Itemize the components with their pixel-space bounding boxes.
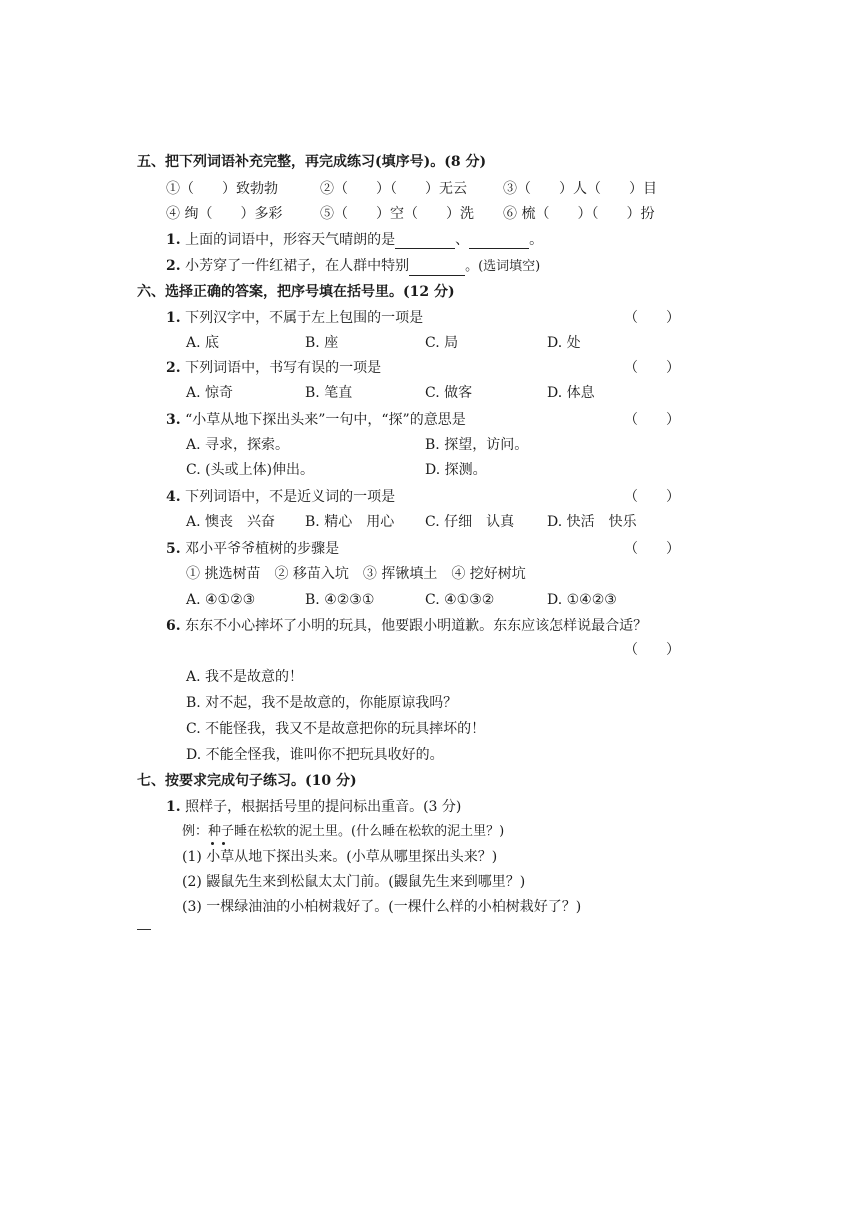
answer-parentheses[interactable]: （ ） (624, 489, 680, 505)
option-a: A. 寻求，探索。 (186, 437, 290, 453)
question-text: 小芳穿了一件红裙子，在人群中特别 (185, 258, 410, 274)
question-text: 下列词语中，书写有误的一项是 (185, 360, 382, 376)
s6-question-3 (166, 411, 466, 429)
answer-blank[interactable] (469, 234, 529, 249)
option-a: A. ④①②③ (186, 592, 256, 608)
option-a: A. 惊奇 (186, 385, 234, 401)
s6-question-4 (166, 488, 395, 506)
question-number: 1. (166, 799, 181, 815)
page-mark (137, 929, 151, 930)
answer-blank[interactable] (395, 234, 455, 249)
option-a: A. 底 (186, 335, 220, 351)
question-text: 下列词语中，不是近义词的一项是 (185, 489, 396, 505)
example-sentence: 例：种子睡在松软的泥土里。(什么睡在松软的泥土里？) (182, 824, 505, 839)
s5-question-2 (166, 257, 540, 276)
section-6-title: 六、选择正确的答案，把序号填在括号里。(12 分) (137, 284, 455, 300)
question-text: 东东不小心摔坏了小明的玩具，他要跟小明道歉。东东应该怎样说最合适？ (185, 618, 648, 634)
option-d: D. 体息 (547, 385, 595, 401)
question-text: 邓小平爷爷植树的步骤是 (185, 541, 340, 557)
option-c: C. 做客 (425, 385, 473, 401)
stress-mark (222, 842, 225, 845)
s7-item-1: (1) 小草从地下探出头来。(小草从哪里探出头来？) (182, 849, 498, 865)
option-b: B. 笔直 (305, 385, 353, 401)
question-number: 2. (166, 258, 181, 274)
option-d: D. ①④②③ (547, 592, 617, 608)
question-text: 下列汉字中，不属于左上包围的一项是 (185, 310, 424, 326)
question-number: 1. (166, 310, 181, 326)
answer-parentheses[interactable]: （ ） (624, 360, 680, 376)
s6-question-6 (166, 617, 647, 635)
question-text: “小草从地下探出头来”一句中，“探”的意思是 (185, 412, 466, 428)
section-5-title: 五、把下列词语补充完整，再完成练习(填序号)。(8 分) (137, 154, 487, 170)
s7-question-1 (166, 798, 461, 816)
s5-item-4: ④ 绚（ ）多彩 (166, 206, 283, 222)
option-a: A. 懊丧 兴奋 (186, 514, 276, 530)
answer-parentheses[interactable]: （ ） (624, 642, 680, 658)
question-end: 。 (529, 232, 544, 248)
question-text: 照样子，根据括号里的提问标出重音。(3 分) (185, 799, 462, 815)
stress-mark (211, 842, 214, 845)
option-b: B. 精心 用心 (305, 514, 395, 530)
answer-parentheses[interactable]: （ ） (624, 310, 680, 326)
s7-item-3: (3) 一棵绿油油的小柏树栽好了。(一棵什么样的小柏树栽好了？) (182, 899, 582, 915)
s5-item-1: ①（ ）致勃勃 (166, 181, 278, 197)
question-number: 2. (166, 360, 181, 376)
question-number: 6. (166, 618, 181, 634)
option-c: C. 局 (425, 335, 459, 351)
option-c: C. ④①③② (425, 592, 495, 608)
step-list: ① 挑选树苗 ② 移苗入坑 ③ 挥锹填土 ④ 挖好树坑 (186, 566, 526, 582)
s7-item-2: (2) 鼹鼠先生来到松鼠太太门前。(鼹鼠先生来到哪里？) (182, 874, 526, 890)
option-d: D. 快活 快乐 (547, 514, 637, 530)
question-number: 5. (166, 541, 181, 557)
option-b: B. ④②③① (305, 592, 375, 608)
option-b: B. 座 (305, 335, 339, 351)
question-end: 。(选词填空) (465, 259, 541, 274)
s6-question-2 (166, 359, 381, 377)
separator: 、 (455, 232, 470, 248)
section-7-title: 七、按要求完成句子练习。(10 分) (137, 773, 357, 789)
answer-parentheses[interactable]: （ ） (624, 412, 680, 428)
option-d: D. 探测。 (425, 462, 487, 478)
question-number: 4. (166, 489, 181, 505)
option-b: B. 探望，访问。 (425, 437, 529, 453)
s5-item-3: ③（ ）人（ ）目 (503, 181, 657, 197)
option-c: C. 不能怪我，我又不是故意把你的玩具摔坏的！ (186, 721, 486, 737)
option-d: D. 处 (547, 335, 581, 351)
question-number: 1. (166, 232, 181, 248)
s5-item-2: ②（ ）（ ）无云 (320, 181, 467, 197)
answer-blank[interactable] (409, 261, 465, 276)
s5-item-6: ⑥ 梳（ ）（ ）扮 (503, 206, 655, 222)
question-text: 上面的词语中，形容天气晴朗的是 (185, 232, 396, 248)
option-d: D. 不能全怪我，谁叫你不把玩具收好的。 (186, 747, 444, 763)
question-number: 3. (166, 412, 181, 428)
option-c: C. 仔细 认真 (425, 514, 515, 530)
s5-item-5: ⑤（ ）空（ ）洗 (320, 206, 474, 222)
s5-question-1 (166, 231, 543, 249)
option-c: C. (头或上体)伸出。 (186, 462, 315, 478)
answer-parentheses[interactable]: （ ） (624, 541, 680, 557)
s6-question-5 (166, 540, 339, 558)
option-a: A. 我不是故意的！ (186, 669, 304, 685)
option-b: B. 对不起，我不是故意的，你能原谅我吗？ (186, 695, 458, 711)
s6-question-1 (166, 309, 423, 327)
